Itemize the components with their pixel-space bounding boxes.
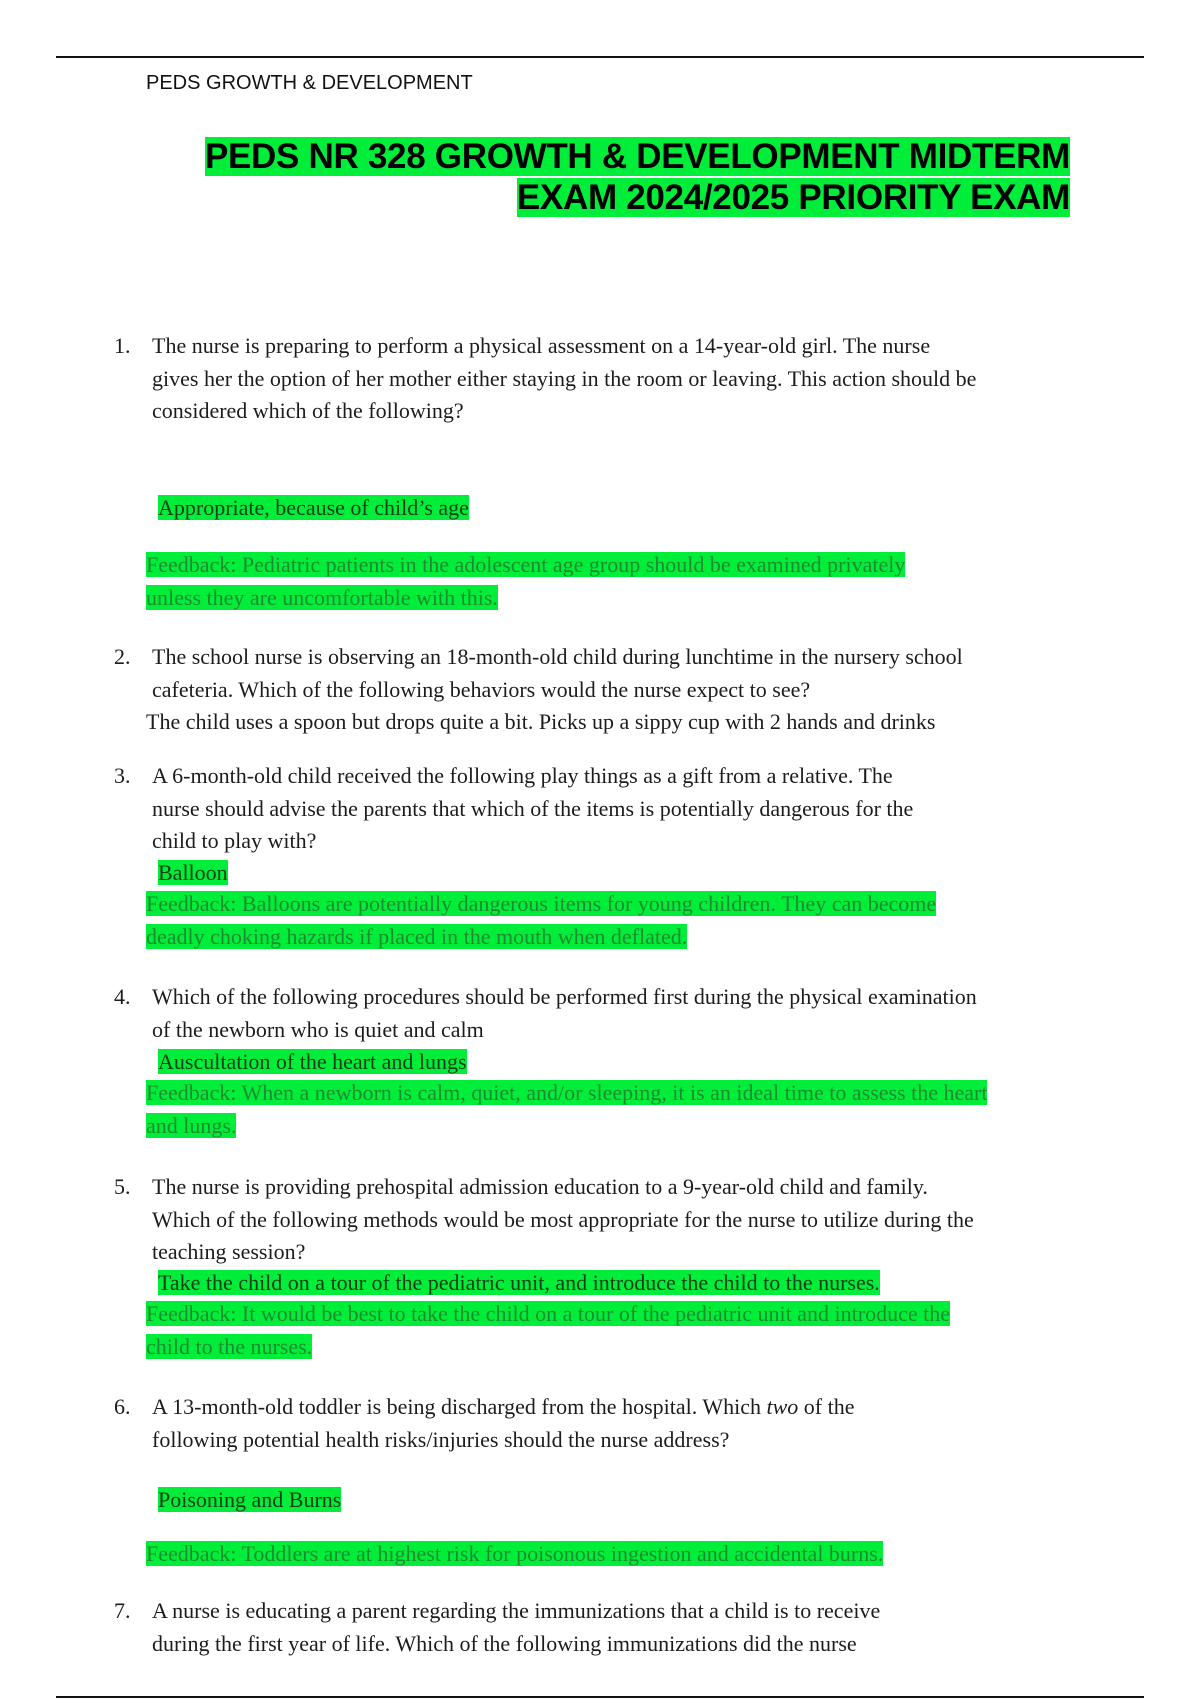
question-number: 3. bbox=[114, 763, 131, 788]
answer-text: Balloon bbox=[158, 860, 228, 885]
question-line: child to play with? bbox=[152, 828, 317, 853]
question-line: during the first year of life. Which of the following immunizations did the nurse bbox=[152, 1630, 857, 1656]
answer-text: Appropriate, because of child’s age bbox=[158, 495, 469, 520]
answer-text: The child uses a spoon but drops quite a bit. Picks up a sippy cup with 2 hands and drinks bbox=[146, 709, 936, 734]
question-text bbox=[152, 760, 1074, 858]
answer-text: Take the child on a tour of the pediatric unit, and introduce the child to the nurses. bbox=[158, 1270, 880, 1295]
feedback-line: Feedback: Balloons are potentially dangerous items for young children. They can become bbox=[146, 891, 937, 916]
top-rule bbox=[56, 56, 1144, 58]
question-text bbox=[152, 1391, 1074, 1456]
question-6 bbox=[114, 1391, 1074, 1456]
feedback-line: child to the nurses. bbox=[146, 1333, 313, 1359]
running-header: PEDS GROWTH & DEVELOPMENT bbox=[146, 72, 473, 94]
answer-5 bbox=[158, 1267, 880, 1299]
bottom-rule bbox=[56, 1696, 1144, 1698]
question-line: The nurse is preparing to perform a physical assessment on a 14-year-old girl. The nurse bbox=[152, 333, 931, 358]
question-line: A 6-month-old child received the following play things as a gift from a relative. The bbox=[152, 763, 893, 788]
question-line: following potential health risks/injuries should the nurse address? bbox=[152, 1426, 730, 1452]
question-line bbox=[152, 1391, 1074, 1424]
answer-text: Poisoning and Burns bbox=[158, 1487, 342, 1512]
question-line-part: A 13-month-old toddler is being discharged from the hospital. Which bbox=[152, 1394, 767, 1419]
question-line: nurse should advise the parents that which of the items is potentially dangerous for the bbox=[152, 795, 914, 821]
answer-2 bbox=[146, 706, 1106, 739]
question-text bbox=[152, 641, 1074, 706]
question-line: Which of the following methods would be most appropriate for the nurse to utilize during the bbox=[152, 1206, 974, 1232]
question-number: 7. bbox=[114, 1598, 131, 1623]
title-line-2: EXAM 2024/2025 PRIORITY EXAM bbox=[516, 178, 1070, 217]
feedback-line: Feedback: It would be best to take the child on a tour of the pediatric unit and introduce the bbox=[146, 1301, 950, 1326]
question-line: cafeteria. Which of the following behaviors would the nurse expect to see? bbox=[152, 676, 811, 702]
feedback-5 bbox=[146, 1298, 1106, 1363]
emphasis-text: two bbox=[766, 1394, 799, 1419]
feedback-line: Feedback: When a newborn is calm, quiet, and/or sleeping, it is an ideal time to assess the heart bbox=[146, 1080, 988, 1105]
feedback-line: Feedback: Pediatric patients in the adolescent age group should be examined privately bbox=[146, 552, 906, 577]
question-number: 4. bbox=[114, 984, 131, 1009]
feedback-line: Feedback: Toddlers are at highest risk for poisonous ingestion and accidental burns. bbox=[146, 1541, 884, 1566]
title-line-1: PEDS NR 328 GROWTH & DEVELOPMENT MIDTERM bbox=[204, 137, 1070, 176]
answer-3 bbox=[158, 857, 228, 889]
question-line: gives her the option of her mother either staying in the room or leaving. This action should be bbox=[152, 365, 977, 391]
question-number: 1. bbox=[114, 333, 131, 358]
question-4 bbox=[114, 981, 1074, 1046]
question-number: 6. bbox=[114, 1394, 131, 1419]
question-1 bbox=[114, 330, 1074, 428]
question-line: teaching session? bbox=[152, 1239, 306, 1264]
feedback-6 bbox=[146, 1538, 1106, 1571]
document-title bbox=[160, 136, 1070, 218]
answer-text: Auscultation of the heart and lungs bbox=[158, 1049, 467, 1074]
question-line: The nurse is providing prehospital admission education to a 9-year-old child and family. bbox=[152, 1174, 928, 1199]
feedback-line: deadly choking hazards if placed in the mouth when deflated. bbox=[146, 923, 688, 949]
question-line: A nurse is educating a parent regarding the immunizations that a child is to receive bbox=[152, 1598, 881, 1623]
question-line: Which of the following procedures should be performed first during the physical examination bbox=[152, 984, 977, 1009]
question-5 bbox=[114, 1171, 1074, 1269]
question-number: 2. bbox=[114, 644, 131, 669]
question-line-part: of the bbox=[798, 1394, 855, 1419]
question-3 bbox=[114, 760, 1074, 858]
question-2 bbox=[114, 641, 1074, 706]
answer-4 bbox=[158, 1046, 467, 1078]
question-text bbox=[152, 1595, 1074, 1660]
question-line: considered which of the following? bbox=[152, 398, 464, 423]
feedback-1 bbox=[146, 549, 1106, 614]
question-line: The school nurse is observing an 18-month-old child during lunchtime in the nursery school bbox=[152, 644, 963, 669]
question-number: 5. bbox=[114, 1174, 131, 1199]
feedback-3 bbox=[146, 888, 1106, 953]
feedback-line: and lungs. bbox=[146, 1112, 237, 1138]
question-7 bbox=[114, 1595, 1074, 1660]
answer-6 bbox=[158, 1484, 341, 1516]
feedback-line: unless they are uncomfortable with this. bbox=[146, 584, 498, 610]
question-text bbox=[152, 330, 1074, 428]
question-text bbox=[152, 1171, 1074, 1269]
question-text bbox=[152, 981, 1074, 1046]
question-line: of the newborn who is quiet and calm bbox=[152, 1016, 484, 1042]
feedback-4 bbox=[146, 1077, 1106, 1142]
answer-1 bbox=[158, 492, 469, 524]
